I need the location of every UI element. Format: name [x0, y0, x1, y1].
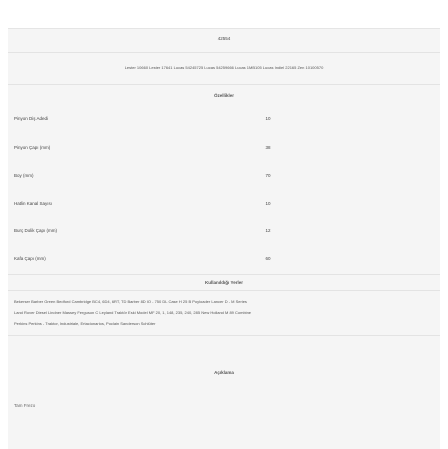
spec-row — [8, 201, 440, 211]
spec-value: 60 — [265, 256, 271, 261]
reference-codes: Lester 10660 Lester 17641 Lucas 54245725 Lucas 54259666 Lucas 1MB105 Lucas Indiel 22165 Zen 10100570 — [124, 65, 324, 70]
spec-row — [8, 145, 440, 155]
product-detail-panel — [8, 28, 440, 449]
divider — [8, 84, 440, 85]
spec-header: Özellikler — [213, 93, 234, 98]
divider — [8, 52, 440, 53]
usage-line: Land Rover Diesel Lindner Massey Ferguson C Leyland Traktör Eski Model MF 20, 1, 148, 235, 240, 285 New Holland M 89 Combine — [14, 310, 252, 315]
spec-label: Pinyon Çapı (mm) — [14, 145, 51, 150]
usage-line: Perkins Perkins - Traktor, Industriale, Ertacionarios, Poclain Sanderson Schlüter — [14, 321, 156, 326]
notes-header: Açıklama — [214, 370, 234, 375]
product-code: 42554 — [217, 36, 231, 41]
divider — [8, 274, 440, 275]
usage-line: Bekerser Barber Green Bedford Cambridge BC4, 6D4, 6RT, TD Barber 8D IO - 750 DL Case H 25 B Poyloader Lancer D - M Series — [14, 299, 247, 304]
spec-label: Burç Dolik Çapı (mm) — [14, 228, 58, 233]
spec-value: 10 — [265, 201, 271, 206]
spec-row — [8, 228, 440, 238]
note-line: Tam Frezo — [14, 403, 36, 408]
spec-value: 38 — [265, 145, 271, 150]
spec-row — [8, 116, 440, 126]
spec-row — [8, 173, 440, 183]
spec-label: Kafa Çapı (mm) — [14, 256, 46, 261]
divider — [8, 290, 440, 291]
spec-label: Pinyon Diş Adedi — [14, 116, 49, 121]
usage-header: Kullanıldığı Yerler — [205, 280, 243, 285]
spec-value: 10 — [265, 116, 271, 121]
spec-label: Hatlin Kanal Sayısı — [14, 201, 53, 206]
spec-value: 12 — [265, 228, 271, 233]
divider — [8, 335, 440, 336]
spec-label: Boy (mm) — [14, 173, 34, 178]
spec-row — [8, 256, 440, 266]
spec-value: 70 — [265, 173, 271, 178]
